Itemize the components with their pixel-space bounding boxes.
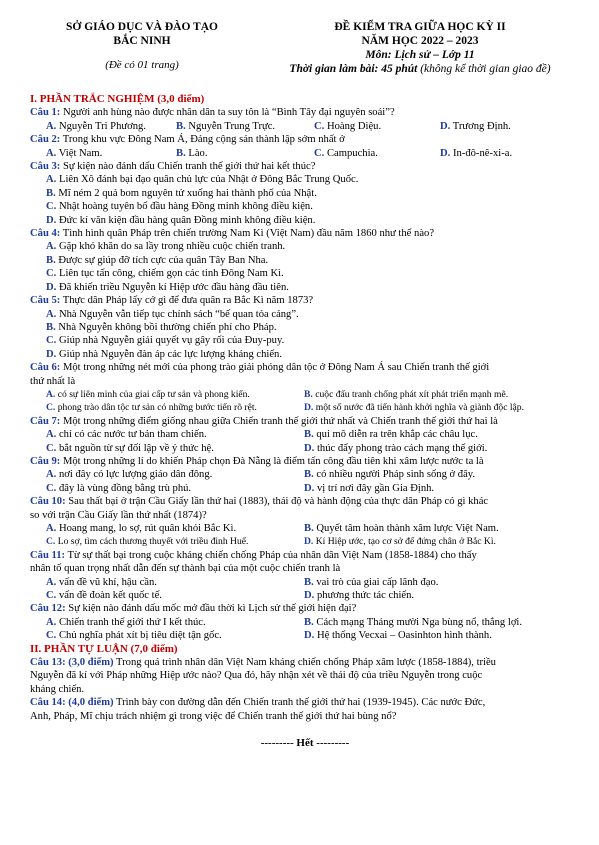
options — [30, 616, 580, 629]
question-number: Câu 1: — [30, 107, 61, 119]
question-7: Câu 7: Một trong những điểm giống nhau giữa Chiến tranh thế giới thứ nhất và Chiến tranh thế giới thứ hai là — [30, 415, 498, 427]
option-d: D. một số nước đã tiến hành khởi nghĩa và giành độc lập. — [304, 402, 524, 414]
province-name: BẮC NINH — [113, 35, 171, 47]
school-year: NĂM HỌC 2022 – 2023 — [361, 35, 479, 47]
option-a: A. Chiến tranh thế giới thứ I kết thúc. — [46, 616, 206, 628]
options — [30, 468, 580, 481]
question-11: Câu 11: Từ sự thất bại trong cuộc kháng chiến chống Pháp của nhân dân Việt Nam (1858-1884) cho thấy — [30, 549, 477, 561]
option-b: B. Quyết tâm hoàn thành xâm lược Việt Nam. — [304, 523, 499, 534]
option-c: C. bắt nguồn từ sự đối lập về ý thức hệ. — [46, 442, 214, 454]
option-b: B. cuộc đấu tranh chống phát xít phát triển mạnh mẽ. — [304, 388, 509, 400]
question-text: Người anh hùng nào được nhân dân ta suy tôn là “Bình Tây đại nguyên soái”? — [60, 107, 395, 119]
question-10-cont: so với trận Cầu Giấy lần thứ nhất (1874)? — [30, 509, 207, 521]
options — [30, 576, 580, 589]
option-d: D. In-đô-nê-xi-a. — [440, 147, 513, 159]
option-c: C. vấn đề đoàn kết quốc tế. — [46, 590, 162, 602]
section-title-2: II. PHẦN TỰ LUẬN (7,0 điểm) — [30, 642, 178, 655]
option-c: C. Liên tục tấn công, chiếm gọn các tỉnh Đông Nam Kì. — [46, 268, 284, 280]
department-name: SỞ GIÁO DỤC VÀ ĐÀO TẠO — [66, 21, 218, 33]
question-10: Câu 10: Sau thất bại ở trận Cầu Giấy lần thứ hai (1883), thái độ và hành động của thực dân Pháp có gì khác — [30, 496, 489, 508]
option-a: A. Liên Xô đánh bại đạo quân chủ lực của Nhật ở Đông Bắc Trung Quốc. — [46, 174, 359, 186]
options — [30, 120, 580, 133]
question-11-cont: nhân tố quan trọng nhất dẫn đến sự thành bại của một cuộc chiến tranh là — [30, 563, 341, 575]
option-c: C. Chủ nghĩa phát xít bị tiêu diệt tận gốc. — [46, 630, 222, 642]
option-a: A. nơi đây có lực lượng giáo dân đông. — [46, 469, 213, 481]
time-note: (không kể thời gian giao đề) — [417, 63, 551, 75]
option-c: C. phong trào dân tộc tư sản có những bước tiến rõ rệt. — [46, 402, 257, 414]
question-5: Câu 5: Thực dân Pháp lấy cớ gì để đưa quân ra Bắc Kì năm 1873? — [30, 295, 314, 307]
option-c: C. Giúp nhà Nguyễn giải quyết vụ gây rối của Đuy-puy. — [46, 335, 285, 347]
question-3: Câu 3: Sự kiện nào đánh dấu Chiến tranh thế giới thứ hai kết thúc? — [30, 161, 316, 173]
option-d: D. Hệ thống Vecxai – Oasinhton hình thành. — [304, 630, 492, 642]
question-14: Câu 14: (4,0 điểm) Trình bày con đường dẫn đến Chiến tranh thế giới thứ hai (1939-1945). Các nước Đức, — [30, 697, 486, 709]
option-a: A. Gặp khó khăn do sa lầy trong nhiều cuộc chiến tranh. — [46, 241, 286, 253]
option-d: D. Kí Hiệp ước, tạo cơ sở để đứng chân ở Bắc Kì. — [304, 536, 496, 548]
header-left — [42, 20, 242, 72]
options — [30, 388, 580, 401]
options — [30, 482, 580, 495]
question-14-line2: Anh, Pháp, Mĩ chịu trách nhiệm gì trong việc để Chiến tranh thế giới thứ hai bùng nổ? — [30, 710, 397, 722]
option-c: C. Nhật hoàng tuyên bố đầu hàng Đồng minh không điều kiện. — [46, 201, 313, 213]
header-right — [250, 20, 590, 76]
option-a: A. Nhà Nguyễn vẫn tiếp tục chính sách “bế quan tỏa cảng”. — [46, 308, 299, 320]
options — [30, 522, 580, 535]
exam-content — [30, 93, 580, 751]
question-12: Câu 12: Sự kiện nào đánh dấu mốc mở đầu thời kì Lịch sử thế giới hiện đại? — [30, 603, 357, 615]
option-b: B. Cách mạng Tháng mười Nga bùng nổ, thắng lợi. — [304, 616, 523, 628]
option-d: D. Đức kí văn kiện đầu hàng quân Đồng minh không điều kiện. — [46, 214, 316, 226]
options — [30, 428, 580, 441]
option-c: C. Hoàng Diệu. — [314, 120, 382, 132]
option-d: D. vị trí nơi đây gần Gia Định. — [304, 482, 435, 494]
option-d: D. Đã khiến triều Nguyễn kí Hiệp ước đầu hàng đầu tiên. — [46, 281, 289, 293]
option-d: D. Giúp nhà Nguyễn đàn áp các lực lượng kháng chiến. — [46, 348, 282, 360]
options — [30, 589, 580, 602]
question-6: Câu 6: Một trong những nét mới của phong trào giải phóng dân tộc ở Đông Nam Á sau Chiến tranh thế giới — [30, 362, 490, 374]
page-count-note: (Đề có 01 trang) — [105, 59, 179, 71]
section-title-1: I. PHẦN TRẮC NGHIỆM (3,0 điểm) — [30, 93, 205, 105]
question-13-line2: Nguyễn đã kí với Pháp những Hiệp ước nào? Qua đó, hãy nhận xét về thái độ của triều Nguyễn trong cuộc — [30, 670, 483, 682]
options — [30, 147, 580, 160]
option-b: B. Được sự giúp đỡ tích cực của quân Tây Ban Nha. — [46, 254, 269, 266]
option-d: D. thúc đẩy phong trào cách mạng thế giới. — [304, 442, 488, 454]
exam-title: ĐỀ KIỂM TRA GIỮA HỌC KỲ II — [334, 21, 506, 33]
subject-line: Môn: Lịch sử – Lớp 11 — [365, 49, 475, 61]
option-a: A. vấn đề vũ khí, hậu cần. — [46, 576, 157, 588]
option-b: B. Mĩ ném 2 quả bom nguyên tử xuống hai thành phố của Nhật. — [46, 187, 317, 199]
end-marker: --------- Hết --------- — [260, 737, 350, 750]
option-b: B. Nguyễn Trung Trực. — [176, 120, 276, 132]
question-1 — [30, 106, 580, 119]
option-b: B. qui mô diễn ra trên khắp các châu lục. — [304, 429, 478, 441]
options — [30, 442, 580, 455]
question-13: Câu 13: (3,0 điểm) Trong quá trình nhân dân Việt Nam kháng chiến chống Pháp xâm lược (1858-1884), triều — [30, 657, 496, 669]
option-c: C. đây là vùng đồng bằng trù phú. — [46, 482, 192, 494]
option-b: B. Nhà Nguyễn không bồi thường chiến phí cho Pháp. — [46, 321, 277, 333]
option-b: B. có nhiều người Pháp sinh sống ở đây. — [304, 469, 476, 481]
option-a: A. Hoang mang, lo sợ, rút quân khỏi Bắc Kì. — [46, 523, 237, 534]
option-a: A. có sự liên minh của giai cấp tư sản và phong kiến. — [46, 388, 250, 400]
option-c: C. Campuchia. — [314, 147, 378, 159]
question-13-line3: kháng chiến. — [30, 683, 85, 695]
option-d: D. phương thức tác chiến. — [304, 590, 415, 602]
option-c: C. Lo sợ, tìm cách thương thuyết với triều đình Huế. — [46, 536, 249, 548]
options — [30, 535, 580, 548]
question-4: Câu 4: Tình hình quân Pháp trên chiến trường Nam Kì (Việt Nam) đầu năm 1860 như thế nào? — [30, 228, 435, 240]
options — [30, 401, 580, 414]
option-b: B. Lào. — [176, 147, 208, 159]
option-d: D. Trương Định. — [440, 120, 511, 132]
option-a: A. Nguyễn Tri Phương. — [46, 120, 146, 132]
option-b: B. vai trò của giai cấp lãnh đạo. — [304, 576, 439, 588]
time-line — [250, 62, 590, 76]
options — [30, 629, 580, 642]
question-9: Câu 9: Một trong những lí do khiến Pháp chọn Đà Nẵng là điểm tấn công đầu tiên khi xâm lược nước ta là — [30, 455, 484, 467]
question-6-cont: thứ nhất là — [30, 375, 76, 387]
time-label: Thời gian làm bài: 45 phút — [289, 63, 418, 75]
option-a: A. chỉ có các nước tư bản tham chiến. — [46, 429, 207, 441]
option-a: A. Việt Nam. — [46, 147, 103, 159]
question-2: Câu 2: Trong khu vực Đông Nam Á, Đảng cộng sản thành lập sớm nhất ở — [30, 134, 345, 146]
